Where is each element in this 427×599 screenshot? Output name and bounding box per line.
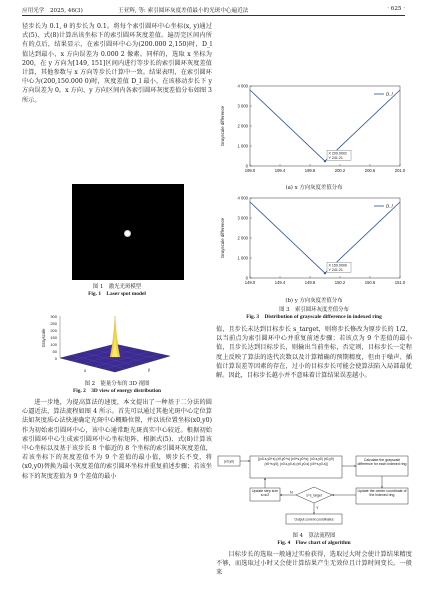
flow-calc-label: Calculate the grayscale difference for each indexed ring	[357, 458, 407, 467]
x-tick-label: 199.4	[274, 168, 286, 173]
flow-output-label: Output current coordinates	[294, 517, 334, 522]
left-bottom-text	[22, 398, 212, 588]
left-top-text	[22, 22, 212, 150]
datatip-text: X 200.0002	[328, 151, 347, 156]
fig3-caption-cn: 图 3 索引圆环灰度差值分布	[279, 307, 349, 313]
legend-label: D_l	[386, 91, 393, 97]
datatip-text: X 150.0000	[328, 263, 347, 268]
chart-y-direction	[216, 192, 412, 298]
datatip-text: Y 241.21	[328, 155, 343, 160]
paragraph: 径步长为 0.1, θ 的步长为 0.1。将每个索引圆环中心坐标(x, y)通过式(5)、式(8)计算出该坐标下的索引圆环灰度差值。遍历完区间内所有的点后，结果显示，在索引圆环中心为(200.000 2,150)时，D_l 值达到最小，x 方向误差为 0.000 2 像素。同样的，选取 x 坐标为 200，在 y 方向为[149, 151]区间内进行等步长的索引圆环灰度差值计算，其他参数与 x 方向等步长计算中一致。结果表明，在索引圆环中心为(200,150.000 0)时，灰度差值 D_l 最小，在该移动步长下 y 方向误差为 0。x 方向、y 方向区间内各索引圆环灰度差值分布如图 3 所示。	[22, 23, 212, 104]
chart-x-direction	[216, 80, 412, 184]
plot-frame	[250, 86, 400, 166]
flow-no-label: N	[290, 490, 293, 495]
y-tick-label: 3 000	[237, 215, 248, 221]
page-number: · 625 ·	[387, 6, 405, 12]
flow-nodes	[218, 456, 408, 524]
fig3-caption	[216, 307, 412, 321]
y-tick-label: 0	[245, 275, 248, 281]
fig3-caption-en: Fig. 3 Distribution of grayscale difference in indexed ring	[246, 314, 382, 320]
flow-yes-label: Y	[316, 506, 319, 510]
laser-spot-image	[72, 184, 184, 280]
z-tick-label: 100	[50, 342, 57, 347]
fig1-caption-en: Fig. 1 Laser spot model	[88, 291, 146, 297]
algorithm-flowchart	[216, 454, 412, 532]
y-axis-label: Grayscale difference	[220, 105, 225, 147]
fig1-caption-cn: 图 1 激光光斑模型	[92, 284, 142, 290]
energy-3d-plot	[40, 308, 190, 380]
x-tick-label: 150.6	[364, 280, 376, 285]
fig2-caption-en: Fig. 2 3D view of energy distribution	[72, 388, 162, 394]
flow-start-label: (x0,y0)	[223, 459, 235, 464]
fig3a-subcaption: (a) x 方向灰度差值分布	[285, 185, 343, 191]
min-point	[324, 160, 326, 162]
journal-info: 应用光学 2025, 46(3)	[22, 8, 83, 14]
flow-update-step-label: Update step size s=s/2	[251, 489, 279, 498]
y-tick-label: 0	[245, 163, 248, 169]
fig4-caption-cn: 图 4 算法流程图	[292, 533, 336, 539]
page-header	[22, 4, 405, 16]
fig4-caption-en: Fig. 4 Flow chart of algorithm	[277, 540, 351, 546]
z-tick-label: 300	[50, 314, 57, 319]
y-tick-label: 4 000	[237, 195, 248, 201]
y-tick-label: 4 000	[237, 83, 248, 89]
x-tick-label: 200.6	[364, 168, 376, 173]
fig3b-subcaption: (b) y 方向灰度差值分布	[285, 298, 343, 304]
y-tick-label: 3 000	[237, 103, 248, 109]
z-tick-label: 0	[54, 356, 57, 361]
x-tick-label: 149.4	[274, 280, 286, 285]
z-axis-label: Grayscale	[41, 328, 46, 348]
y-axis-label: Grayscale difference	[220, 217, 225, 259]
flow-decision-label: s=s_target	[306, 493, 322, 498]
x-tick-label: 151.0	[394, 280, 406, 285]
surface-peak	[110, 316, 120, 357]
laser-spot	[124, 230, 131, 237]
x-tick-label: 149.0	[244, 280, 256, 285]
x-tick-label: 199.8	[304, 168, 316, 173]
z-tick-label: 200	[50, 328, 57, 333]
x-axis-label: x	[84, 368, 87, 373]
y-tick-label: 1 000	[237, 143, 248, 149]
flow-update-center-label: Update the center coordinate of the indexed ring	[357, 489, 407, 498]
y-tick-label: 2 000	[237, 123, 248, 129]
x-tick-label: 199.0	[244, 168, 256, 173]
x-tick-label: 200.2	[334, 168, 346, 173]
running-title: 王亚辉, 等: 索引圆环灰度差值最小的光斑中心遍近法	[118, 8, 249, 14]
z-tick-label: 50	[52, 349, 57, 354]
y-tick-label: 1 000	[237, 255, 248, 261]
plot-frame	[250, 198, 400, 278]
y-axis-label: y	[148, 367, 151, 372]
flow-matrix-label: [(x0-s,y0+s) (x0,y0+s) (x0+s,y0+s); (x0-s,y0) (x0,y0) (x0+s,y0); (x0-s,y0-s) (x0,y0-s) (x0+s,y0-s)]	[258, 457, 334, 466]
x-tick-label: 201.0	[394, 168, 406, 173]
min-point	[324, 272, 326, 274]
fig2-caption-cn: 图 2 能量分布的 3D 视图	[84, 381, 150, 387]
x-tick-label: 149.8	[304, 280, 316, 285]
paragraph: 目标步长的选取一般通过实验获得，选取过大时会使计算结果精度不够，而选取过小时又会使计算结果产生无效位且计算时间变长。一般来	[216, 551, 412, 577]
z-tick-label: 250	[50, 321, 57, 326]
right-text	[216, 325, 412, 455]
datatip-text: Y 241.21	[328, 267, 343, 272]
legend-label: D_l	[386, 203, 393, 209]
paragraph: 进一步地，为提高算法的速度，本文提出了一种基于二分法的圆心逼近法，算法流程如图 4 所示。首先可以通过其他光斑中心定位算法如灰度质心法快速确定光斑中心概略位置，并以该位置坐标(x0,y0)作为初始索引圆环中心，该中心通常距光斑真实中心较近。根据初始索引圆环中心生成索引圆环中心坐标矩阵，根据式(5)、式(8)计算该中心坐标以及基于该步长 8 个临近的 8 个坐标的索引圆环灰度差值，若该坐标下的灰度差值不为 9 个差值的最小值，则步长不变，将(x0,y0)替换为最小灰度差值的索引圆环坐标并重复前述步骤；若该坐标下的灰度差值为 9 个差值的最小	[22, 399, 212, 480]
z-ticks	[50, 314, 57, 361]
fig2-caption	[22, 381, 212, 395]
fig1-caption	[22, 284, 212, 298]
paragraph: 值，且步长未达到目标步长 s_target，则将步长修改为原步长的 1/2，以当前点为索引圆环中心并重复前述步骤；若该点为 9 个差值的最小值，且步长达到目标步长，则输出当前坐标，否定则，目标步长一定程度上反映了算法的迭代次数以及计算精确的预期精度，但由于噪声、插值计算误差等因素的存在，过小的目标步长可能会使算法陷入局部最优解。因此，目标步长越小并不意味着计算结果误差越小。	[216, 326, 412, 380]
z-tick-label: 150	[50, 335, 57, 340]
right-bottom-text	[216, 550, 412, 590]
fig4-caption	[216, 533, 412, 547]
y-tick-label: 2 000	[237, 235, 248, 241]
x-tick-label: 150.2	[334, 280, 346, 285]
